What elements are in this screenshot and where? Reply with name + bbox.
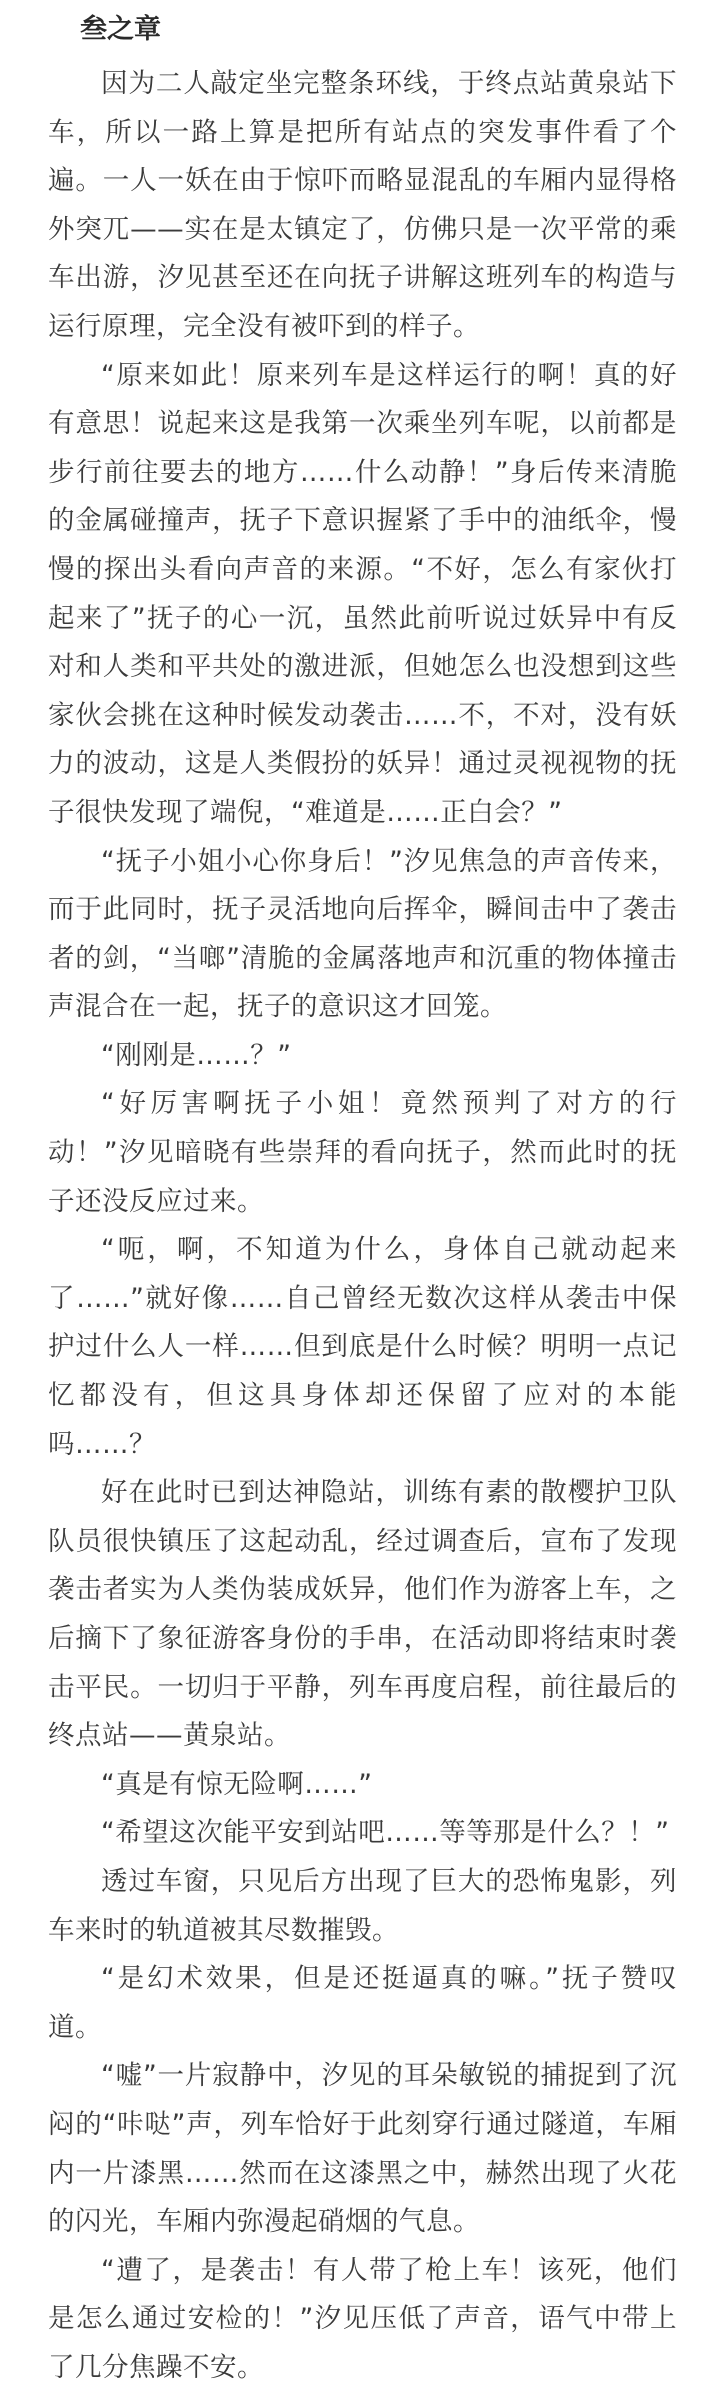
paragraph: “真是有惊无险啊……”: [101, 1768, 373, 1800]
paragraph: 透过车窗，只见后方出现了巨大的恐怖鬼影，列车来时的轨道被其尽数摧毁。: [48, 1865, 677, 1946]
paragraph: 好在此时已到达神隐站，训练有素的散樱护卫队队员很快镇压了这起动乱，经过调查后，宣布了发现袭击者实为人类伪装成妖异，他们作为游客上车，之后摘下了象征游客身份的手串，在活动即将结束时袭击平民。一切归于平静，列车再度启程，前往最后的终点站——黄泉站。: [48, 1477, 677, 1752]
paragraph: “遭了，是袭击！有人带了枪上车！该死，他们是怎么通过安检的！”汐见压低了声音，语气中带上了几分焦躁不安。: [48, 2254, 677, 2383]
paragraph: “是幻术效果，但是还挺逼真的嘛。”抚子赞叹道。: [48, 1963, 677, 2043]
paragraph: “好厉害啊抚子小姐！竟然预判了对方的行动！”汐见暗晓有些崇拜的看向抚子，然而此时的抚子还没反应过来。: [48, 1088, 677, 1217]
chapter-title: 叁之章: [80, 14, 161, 45]
paragraph: 因为二人敲定坐完整条环线，于终点站黄泉站下车，所以一路上算是把所有站点的突发事件看了个遍。一人一妖在由于惊吓而略显混乱的车厢内显得格外突兀——实在是太镇定了，仿佛只是一次平常的乘车出游，汐见甚至还在向抚子讲解这班列车的构造与运行原理，完全没有被吓到的样子。: [48, 68, 677, 342]
paragraph: “呃，啊，不知道为什么，身体自己就动起来了……”就好像……自己曾经无数次这样从袭击中保护过什么人一样……但到底是什么时候？明明一点记忆都没有，但这具身体却还保留了应对的本能吗……？: [48, 1234, 677, 1460]
paragraph: “希望这次能平安到站吧……等等那是什么？！”: [101, 1817, 670, 1849]
paragraph: “嘘”一片寂静中，汐见的耳朵敏锐的捕捉到了沉闷的“咔哒”声，列车恰好于此刻穿行通过隧道，车厢内一片漆黑……然而在这漆黑之中，赫然出现了火花的闪光，车厢内弥漫起硝烟的气息。: [48, 2060, 677, 2238]
paragraph: “刚刚是……？”: [101, 1039, 292, 1071]
paragraph: “抚子小姐小心你身后！”汐见焦急的声音传来，而于此同时，抚子灵活地向后挥伞，瞬间击中了袭击者的剑，“当啷”清脆的金属落地声和沉重的物体撞击声混合在一起，抚子的意识这才回笼。: [48, 845, 677, 1023]
paragraph: “原来如此！原来列车是这样运行的啊！真的好有意思！说起来这是我第一次乘坐列车呢，以前都是步行前往要去的地方……什么动静！”身后传来清脆的金属碰撞声，抚子下意识握紧了手中的油纸伞，慢慢的探出头看向声音的来源。“不好，怎么有家伙打起来了”抚子的心一沉，虽然此前听说过妖异中有反对和人类和平共处的激进派，但她怎么也没想到这些家伙会挑在这种时候发动袭击……不，不对，没有妖力的波动，这是人类假扮的妖异！通过灵视视物的抚子很快发现了端倪，“难道是……正白会？”: [48, 359, 677, 828]
article-body: [48, 60, 677, 2393]
